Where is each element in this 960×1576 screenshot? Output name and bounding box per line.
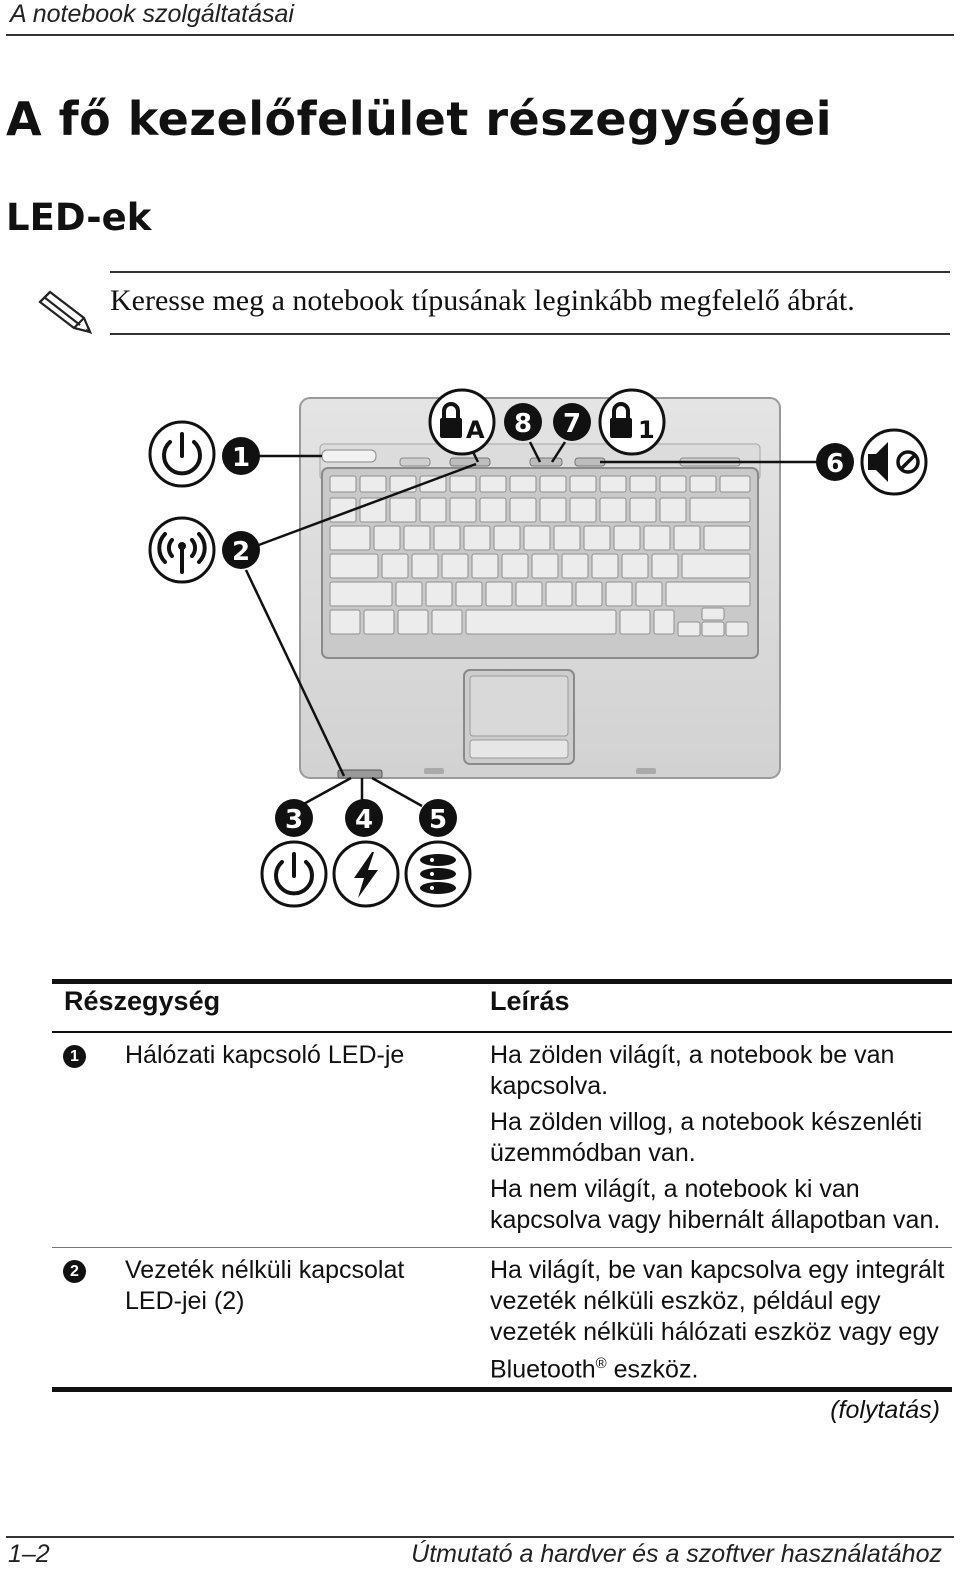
table-cell-description: Ha zölden villog, a notebook készenléti üzemmódban van. (490, 1108, 923, 1167)
callout-8 (504, 403, 542, 441)
svg-text:8: 8 (513, 409, 533, 439)
continued-label: (folytatás) (830, 1396, 940, 1424)
pencil-note-icon (34, 288, 100, 338)
table-cell-component: Vezeték nélküli kapcsolat LED-jei (2) (125, 1256, 405, 1315)
callout-5 (419, 799, 457, 837)
svg-text:7: 7 (562, 409, 582, 439)
column-header-description: Leírás (490, 986, 570, 1016)
svg-text:A: A (466, 416, 485, 444)
table-top-rule (52, 979, 952, 984)
table-cell-component: Hálózati kapcsoló LED-je (125, 1041, 405, 1069)
registered-mark: ® (595, 1355, 607, 1372)
page-number: 1–2 (8, 1540, 50, 1568)
svg-text:2: 2 (231, 537, 251, 567)
column-header-component: Részegység (64, 986, 221, 1016)
footer-rule (6, 1536, 954, 1538)
table-cell-description (490, 1255, 952, 1385)
note-text: Keresse meg a notebook típusának leginkább megfelelő ábrát. (110, 284, 855, 317)
table-cell-description: Ha nem világít, a notebook ki van kapcsolva vagy hibernált állapotban van. (490, 1175, 941, 1234)
svg-text:5: 5 (428, 805, 448, 835)
callout-1 (222, 437, 260, 475)
page-title: A fő kezelőfelület részegységei (6, 92, 832, 146)
row-number-badge: 2 (63, 1260, 86, 1283)
table-bottom-rule (52, 1387, 952, 1392)
table-header-rule (52, 1031, 952, 1033)
row-number-badge: 1 (63, 1045, 86, 1068)
svg-text:6: 6 (825, 449, 845, 479)
callout-3 (275, 799, 313, 837)
callout-6 (816, 443, 854, 481)
footer-title: Útmutató a hardver és a szoftver használatához (411, 1540, 942, 1568)
callout-4 (345, 799, 383, 837)
note-bottom-rule (110, 333, 950, 335)
laptop-led-figure (0, 380, 960, 920)
svg-text:1: 1 (638, 416, 655, 444)
section-title: LED-ek (6, 196, 152, 239)
table-cell-description: Ha zölden világít, a notebook be van kapcsolva. (490, 1041, 895, 1100)
description-text-end: eszköz. (606, 1355, 699, 1384)
description-text: Ha világít, be van kapcsolva egy integrált vezeték nélküli eszköz, például egy vezeték nélküli hálózati eszköz vagy egy Bluetooth (490, 1256, 945, 1384)
running-head: A notebook szolgáltatásai (10, 0, 294, 28)
laptop-body (300, 398, 780, 778)
header-rule (6, 34, 954, 36)
svg-text:4: 4 (354, 805, 374, 835)
callout-7 (553, 403, 591, 441)
svg-text:1: 1 (231, 443, 251, 473)
note-top-rule (110, 271, 950, 273)
svg-text:3: 3 (284, 805, 304, 835)
row-separator (52, 1247, 952, 1248)
callout-2 (222, 531, 260, 569)
